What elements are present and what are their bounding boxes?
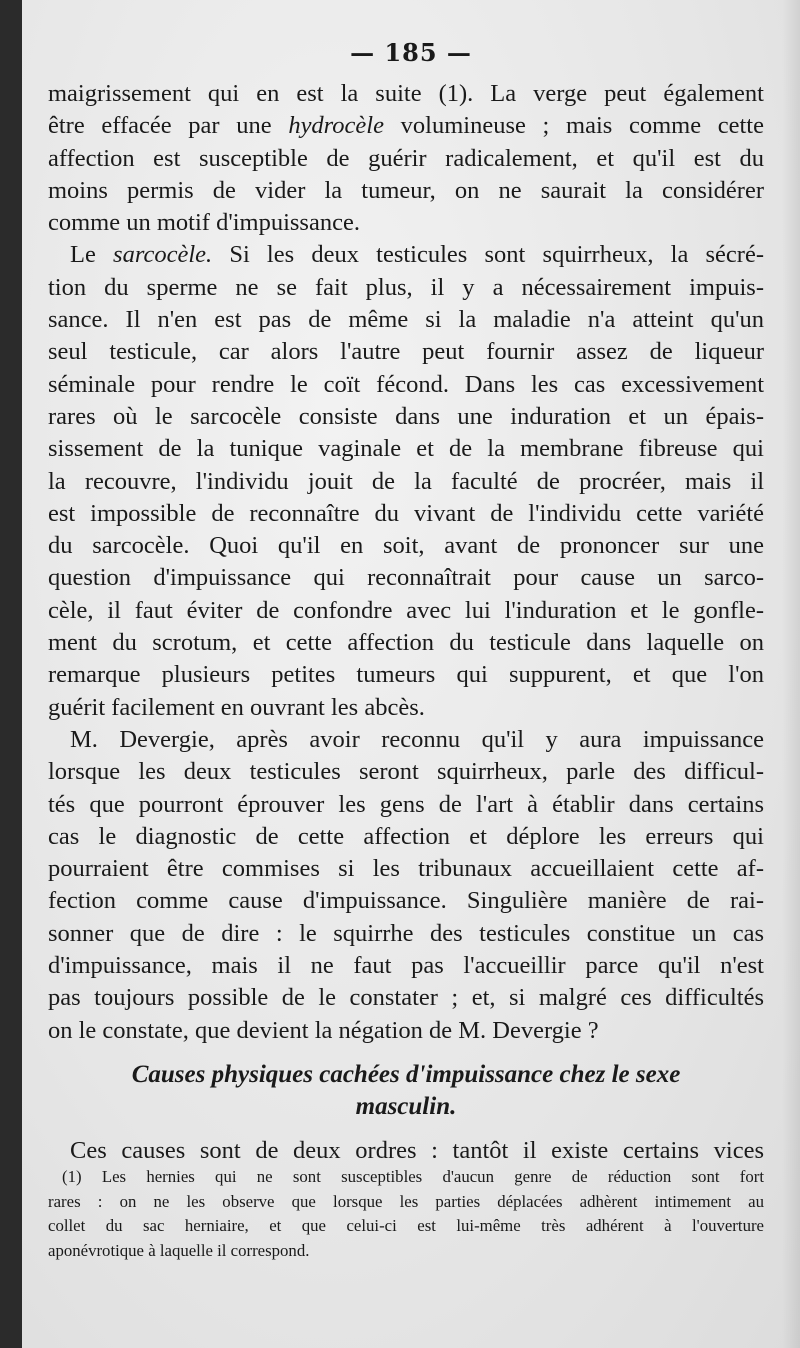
text-line: cèle, il faut éviter de confondre avec lui l'induration et le gonfle- [48, 596, 764, 624]
text-line: tion du sperme ne se fait plus, il y a nécessairement impuis- [48, 273, 764, 301]
text-line: ment du scrotum, et cette affection du testicule dans laquelle on [48, 629, 764, 657]
text-line: question d'impuissance qui reconnaîtrait pour cause un sarco- [48, 564, 764, 592]
page-edge-shadow [782, 0, 800, 1348]
text-line: Le sarcocèle. Si les deux testicules sont squirrheux, la sécré- [70, 241, 764, 269]
text-line: rares où le sarcocèle consiste dans une induration et un épais- [48, 402, 764, 430]
emphasis-sarcocele: sarcocèle. [113, 241, 213, 269]
footnote [48, 1165, 764, 1263]
footnote-line: rares : on ne les observe que lorsque les parties déplacées adhèrent intimement au [48, 1191, 764, 1211]
text-line: sissement de la tunique vaginale et de la membrane fibreuse qui [48, 435, 764, 463]
text-line: est impossible de reconnaître du vivant de l'individu cette variété [48, 499, 764, 527]
text-line: maigrissement qui en est la suite (1). La verge peut également [48, 80, 764, 107]
text-line: guérit facilement en ouvrant les abcès. [48, 693, 425, 721]
text-line: la recouvre, l'individu jouit de la faculté de procréer, mais il [48, 467, 764, 495]
text-line: cas le diagnostic de cette affection et déplore les erreurs qui [48, 822, 764, 850]
text-line: d'impuissance, mais il ne faut pas l'accueillir parce qu'il n'est [48, 952, 764, 980]
text-line: lorsque les deux testicules seront squirrheux, parle des difficul- [48, 758, 764, 786]
text-line: comme un motif d'impuissance. [48, 209, 360, 237]
text-line: pourraient être commises si les tribunaux accueillaient cette af- [48, 855, 764, 883]
emphasis-hydrocele: hydrocèle [288, 112, 384, 140]
text-line: pas toujours possible de le constater ; et, si malgré ces difficultés [48, 984, 764, 1012]
section-heading-cont: masculin. [355, 1092, 457, 1120]
footnote-line: collet du sac herniaire, et que celui-ci est lui-même très adhérent à l'ouverture [48, 1216, 764, 1235]
text-line: M. Devergie, après avoir reconnu qu'il y aura impuissance [70, 725, 764, 753]
page-number: — 185 — [350, 38, 472, 67]
text-line: être effacée par une hydrocèle volumineuse ; mais comme cette [48, 112, 764, 140]
text-line: seul testicule, car alors l'autre peut fournir assez de liqueur [48, 338, 764, 366]
text-line: remarque plusieurs petites tumeurs qui suppurent, et que l'on [48, 661, 764, 689]
text-line: on le constate, que devient la négation de M. Devergie ? [48, 1016, 599, 1044]
body-text [48, 78, 764, 1167]
footnote-line: (1) Les hernies qui ne sont susceptibles d'aucun genre de réduction sont fort [62, 1167, 764, 1186]
text-line: du sarcocèle. Quoi qu'il en soit, avant de prononcer sur une [48, 532, 764, 560]
section-heading: Causes physiques cachées d'impuissance chez le sexe [131, 1060, 681, 1088]
text-line: moins permis de vider la tumeur, on ne saurait la considérer [48, 176, 764, 204]
text-line: séminale pour rendre le coït fécond. Dans les cas excessivement [48, 370, 764, 398]
text-line: tés que pourront éprouver les gens de l'art à établir dans certains [48, 790, 764, 818]
text-line: sonner que de dire : le squirrhe des testicules constitue un cas [48, 919, 764, 947]
text-line: sance. Il n'en est pas de même si la maladie n'a atteint qu'un [48, 306, 764, 334]
footnote-line: aponévrotique à laquelle il correspond. [48, 1240, 310, 1260]
text-line: Ces causes sont de deux ordres : tantôt il existe certains vices [70, 1136, 764, 1164]
book-page [22, 0, 800, 1348]
text-line: fection comme cause d'impuissance. Singulière manière de rai- [48, 887, 764, 915]
text-line: affection est susceptible de guérir radicalement, et qu'il est du [48, 144, 764, 172]
